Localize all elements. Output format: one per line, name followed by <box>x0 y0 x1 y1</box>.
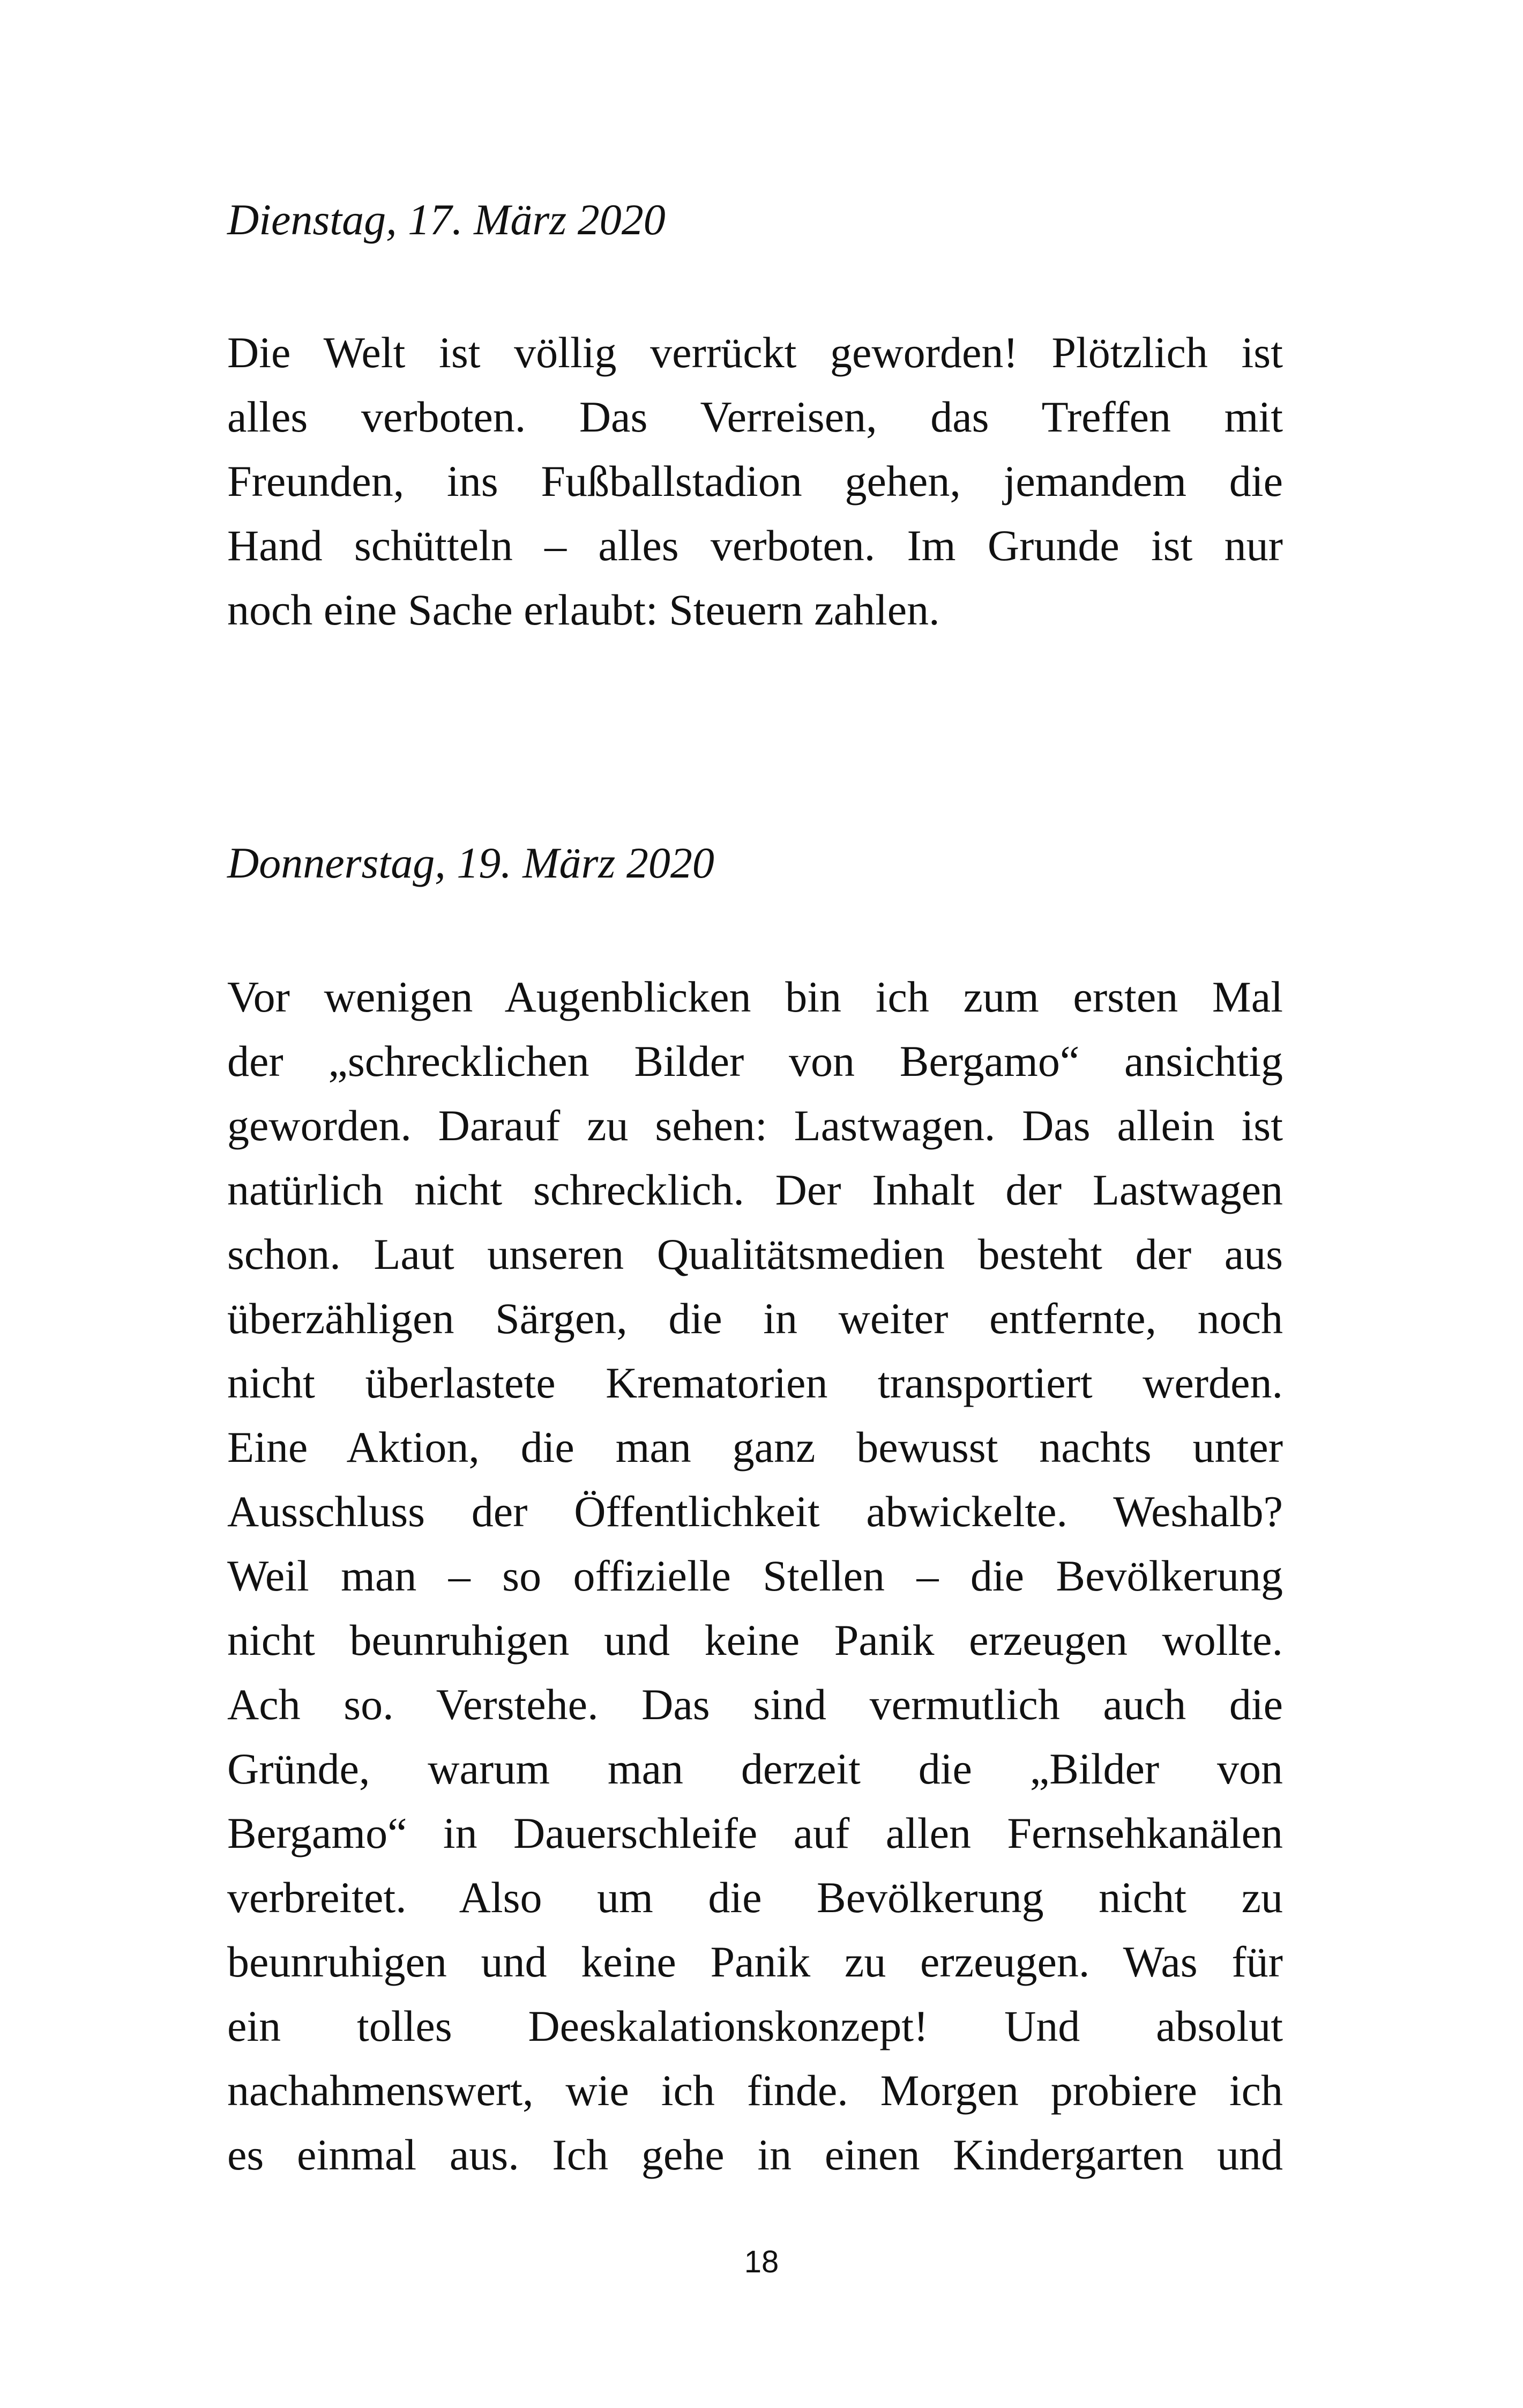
text-line: natürlich nicht schrecklich. Der Inhalt der Lastwagen <box>227 1165 1283 1214</box>
text-line: beunruhigen und keine Panik zu erzeugen. Was für <box>227 1937 1283 1986</box>
text-line: verbreitet. Also um die Bevölkerung nicht zu <box>227 1873 1283 1922</box>
page-number: 18 <box>744 2245 779 2279</box>
text-line: Weil man – so offizielle Stellen – die Bevölkerung <box>227 1551 1283 1600</box>
text-line: Freunden, ins Fußballstadion gehen, jemandem die <box>227 457 1283 506</box>
entry-date: Dienstag, 17. März 2020 <box>227 195 666 244</box>
text-line: der „schrecklichen Bilder von Bergamo“ ansichtig <box>227 1037 1283 1086</box>
text-line: es einmal aus. Ich gehe in einen Kindergarten und <box>227 2130 1283 2179</box>
text-line: nachahmenswert, wie ich finde. Morgen probiere ich <box>227 2066 1283 2115</box>
text-line: Ach so. Verstehe. Das sind vermutlich auch die <box>227 1680 1283 1729</box>
entry-body <box>227 321 1283 642</box>
text-line: Bergamo“ in Dauerschleife auf allen Fernsehkanälen <box>227 1809 1283 1857</box>
text-line: alles verboten. Das Verreisen, das Treffen mit <box>227 392 1283 441</box>
text-line: Die Welt ist völlig verrückt geworden! Plötzlich ist <box>227 328 1283 377</box>
text-line: geworden. Darauf zu sehen: Lastwagen. Das allein ist <box>227 1101 1283 1150</box>
text-line: schon. Laut unseren Qualitätsmedien besteht der aus <box>227 1230 1283 1279</box>
entry-date: Donnerstag, 19. März 2020 <box>227 838 714 887</box>
text-line: Ausschluss der Öffentlichkeit abwickelte. Weshalb? <box>227 1487 1283 1536</box>
text-line: noch eine Sache erlaubt: Steuern zahlen. <box>227 585 940 634</box>
text-line: Eine Aktion, die man ganz bewusst nachts unter <box>227 1423 1283 1471</box>
entry-body <box>227 965 1283 2187</box>
text-line: Hand schütteln – alles verboten. Im Grunde ist nur <box>227 521 1283 570</box>
text-line: Vor wenigen Augenblicken bin ich zum ersten Mal <box>227 972 1283 1021</box>
text-line: nicht überlastete Krematorien transportiert werden. <box>227 1358 1283 1407</box>
text-line: ein tolles Deeskalationskonzept! Und absolut <box>227 2002 1283 2050</box>
text-line: nicht beunruhigen und keine Panik erzeugen wollte. <box>227 1616 1283 1664</box>
text-line: überzähligen Särgen, die in weiter entfernte, noch <box>227 1294 1283 1343</box>
text-line: Gründe, warum man derzeit die „Bilder von <box>227 1744 1283 1793</box>
